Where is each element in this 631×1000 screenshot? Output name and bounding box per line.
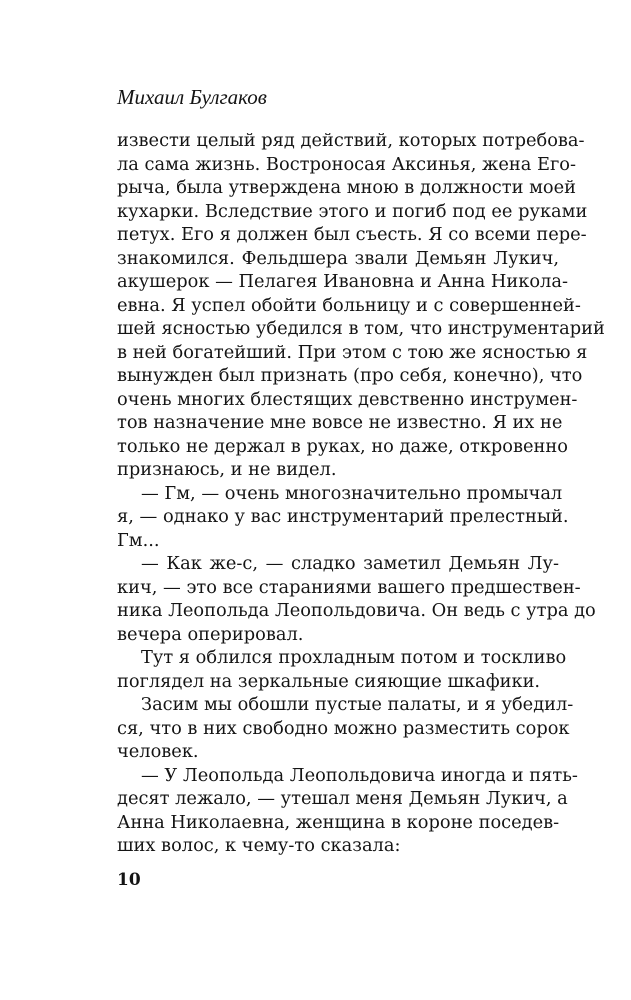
text-line: Засим мы обошли пустые палаты, и я убедил- [141,694,574,715]
text-line: евна. Я успел обойти больницу и с совершенней- [117,294,581,316]
text-line: поглядел на зеркальные сияющие шкафики. [117,670,541,692]
text-line: — Как же-с, — сладко заметил Демьян Лу- [141,553,559,574]
text-line: ших волос, к чему-то сказала: [117,835,401,856]
text-line: Тут я облился прохладным потом и тоскливо [141,647,567,668]
text-line: — У Леопольда Леопольдовича иногда и пять- [141,764,578,786]
text-line: в ней богатейший. При этом с тою же ясностью я [117,341,588,363]
text-line: очень многих блестящих девственно инструмен- [117,388,578,410]
text-line: петух. Его я должен был съесть. Я со всеми пере- [117,224,587,245]
text-line: вечера оперировал. [117,623,304,645]
text-line: только не держал в руках, но даже, откровенно [117,435,568,457]
text-line: Анна Николаевна, женщина в короне поседев- [117,811,560,833]
text-line: — Гм, — очень многозначительно промычал [141,482,563,504]
text-line: десят лежало, — утешал меня Демьян Лукич, а [117,788,568,809]
text-line: кухарки. Вследствие этого и погиб под ее руками [117,200,588,222]
text-line: кич, — это все стараниями вашего предшествен- [117,576,581,598]
text-line: акушерок — Пелагея Ивановна и Анна Николa- [117,271,568,292]
text-line: признаюсь, и не видел. [117,459,337,480]
text-line: вынужден был признать (про себя, конечно), что [117,365,583,386]
text-line: тов назначение мне вовсе не известно. Я их не [117,412,563,433]
body-text [117,129,605,858]
text-line: ника Леопольда Леопольдовича. Он ведь с утра до [117,600,596,621]
text-line: человек. [117,741,199,762]
page-number: 10 [117,870,141,890]
text-line: знакомился. Фельдшера звали Демьян Лукич, [117,247,559,269]
text-line: извести целый ряд действий, которых потребова- [117,130,585,151]
text-line: рыча, была утверждена мною в должности моей [117,177,577,198]
text-line: ся, что в них свободно можно разместить сорок [117,717,570,739]
text-line: Гм... [117,529,160,551]
running-header-author: Михаил Булгаков [117,85,267,109]
text-line: шей ясностью убедился в том, что инструментарий [117,318,605,339]
text-line: я, — однако у вас инструментарий прелестный. [117,506,569,527]
text-line: ла сама жизнь. Востроносая Аксинья, жена Его- [117,153,577,175]
